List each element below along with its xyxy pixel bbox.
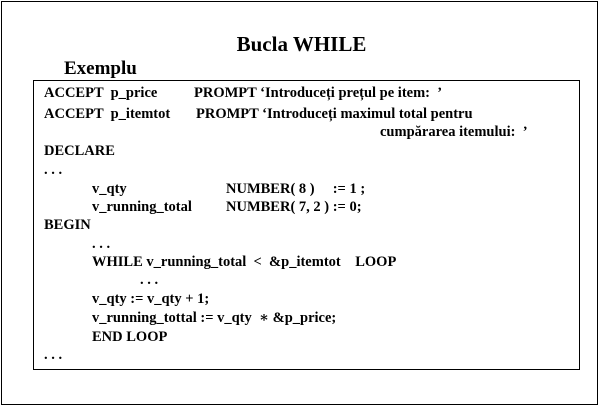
accept-itemtot-prompt-cont: cumpărarea itemului: ’	[380, 124, 528, 140]
assign-qty: v_qty := v_qty + 1;	[92, 291, 210, 307]
slide-subtitle: Exemplu	[64, 58, 137, 79]
ellipsis-declare: . . .	[44, 162, 63, 178]
var-running-total-name: v_running_total	[92, 199, 192, 215]
declare-keyword: DECLARE	[44, 143, 115, 159]
accept-itemtot-prompt: PROMPT ‘Introduceți maximul total pentru	[196, 106, 473, 122]
var-running-total-type: NUMBER( 7, 2 ) := 0;	[226, 199, 362, 215]
accept-itemtot-keyword: ACCEPT p_itemtot	[44, 106, 171, 122]
ellipsis-begin: . . .	[92, 236, 111, 252]
while-line: WHILE v_running_total < &p_itemtot LOOP	[92, 254, 397, 270]
ellipsis-end: . . .	[44, 347, 63, 363]
accept-price-prompt: PROMPT ‘Introduceți prețul pe item: ’	[194, 85, 443, 101]
slide-title: Bucla WHILE	[236, 32, 367, 56]
begin-keyword: BEGIN	[44, 217, 91, 233]
ellipsis-loop: . . .	[140, 272, 159, 288]
code-box	[33, 80, 580, 370]
end-loop-keyword: END LOOP	[92, 329, 168, 345]
var-qty-name: v_qty	[92, 181, 127, 197]
accept-price-keyword: ACCEPT p_price	[44, 85, 158, 101]
var-qty-type: NUMBER( 8 ) := 1 ;	[226, 181, 366, 197]
slide	[1, 1, 598, 405]
assign-running-total: v_running_tottal := v_qty ∗ &p_price;	[92, 310, 337, 326]
